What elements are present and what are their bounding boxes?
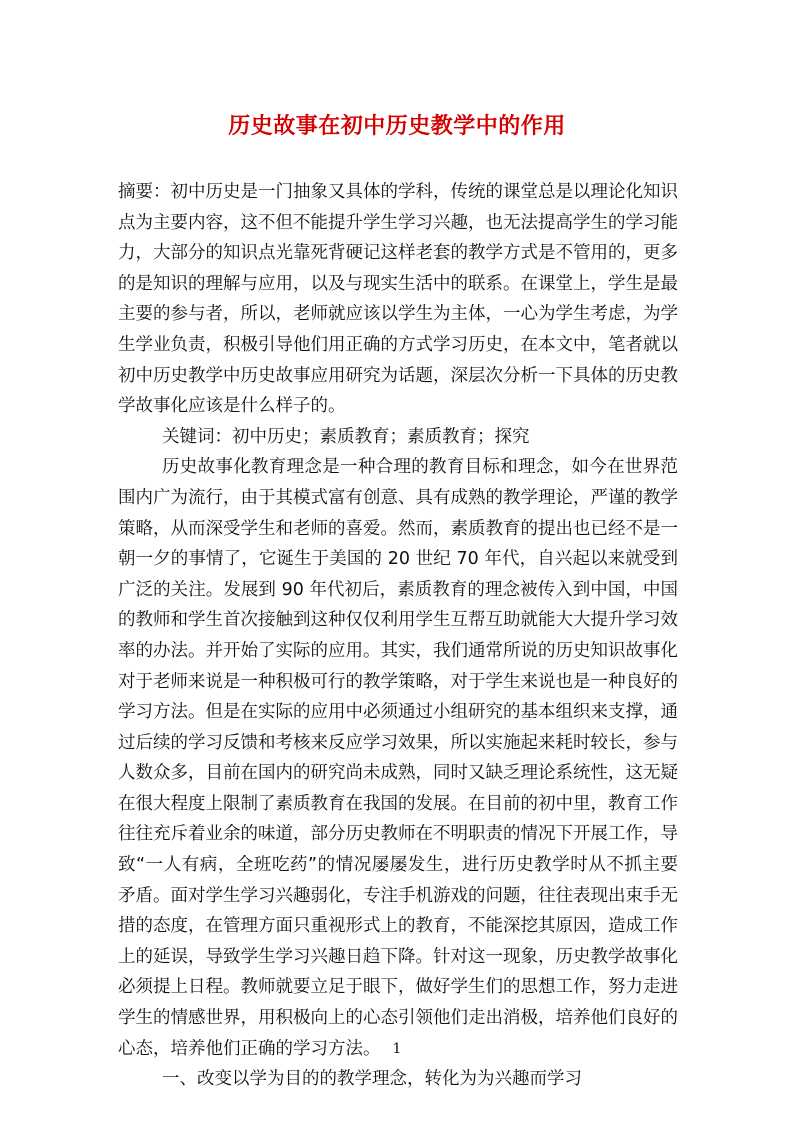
keywords-line: 关键词：初中历史；素质教育；素质教育；探究 — [162, 426, 530, 447]
abstract-paragraph: 摘要：初中历史是一门抽象又具体的学科，传统的课堂总是以理论化知识点为主要内容，这不但不能提升学生学习兴趣，也无法提高学生的学习能力，大部分的知识点光靠死背硬记这样老套的教学方式是不管用的，更多的是知识的理解与应用，以及与现实生活中的联系。在课堂上，学生是最主要的参与者，所以，老师就应该以学生为主体，一心为学生考虑，为学生学业负责，积极引导他们用正确的方式学习历史，在本文中，笔者就以初中历史教学中历史故事应用研究为话题，深层次分析一下具体的历史教学故事化应该是什么样子的。 — [118, 182, 678, 417]
section-heading: 一、改变以学为目的的教学理念，转化为为兴趣而学习 — [162, 1069, 582, 1090]
body-paragraph: 历史故事化教育理念是一种合理的教育目标和理念，如今在世界范围内广为流行，由于其模式富有创意、具有成熟的教学理论，严谨的教学策略，从而深受学生和老师的喜爱。然而，素质教育的提出也已经不是一朝一夕的事情了，它诞生于美国的 20 世纪 70 年代，自兴起以来就受到广泛的关注。发展到 90 年代初后，素质教育的理念被传入到中国，中国的教师和学生首次接触到这种仅仅利用学生互帮互助就能大大提升学习效率的办法。并开始了实际的应用。其实，我们通常所说的历史知识故事化对于老师来说是一种积极可行的教学策略，对于学生来说也是一种良好的学习方法。但是在实际的应用中必须通过小组研究的基本组织来支撑，通过后续的学习反馈和考核来反应学习效果，所以实施起来耗时较长，参与人数众多，目前在国内的研究尚未成熟，同时又缺乏理论系统性，这无疑在很大程度上限制了素质教育在我国的发展。在目前的初中里，教育工作往往充斥着业余的味道，部分历史教师在不明职责的情况下开展工作，导致“一人有病，全班吃药”的情况屡屡发生，进行历史教学时从不抓主要矛盾。面对学生学习兴趣弱化，专注手机游戏的问题，往往表现出束手无措的态度，在管理方面只重视形式上的教育，不能深挖其原因，造成工作上的延误，导致学生学习兴趣日趋下降。针对这一现象，历史教学故事化必须提上日程。教师就要立足于眼下，做好学生们的思想工作，努力走进学生的情感世界，用积极向上的心态引领他们走出消极，培养他们良好的心态，培养他们正确的学习方法。 — [118, 457, 678, 1059]
page-number: 1 — [392, 1041, 402, 1057]
document-title: 历史故事在初中历史教学中的作用 — [228, 113, 566, 139]
document-body — [118, 177, 678, 1095]
